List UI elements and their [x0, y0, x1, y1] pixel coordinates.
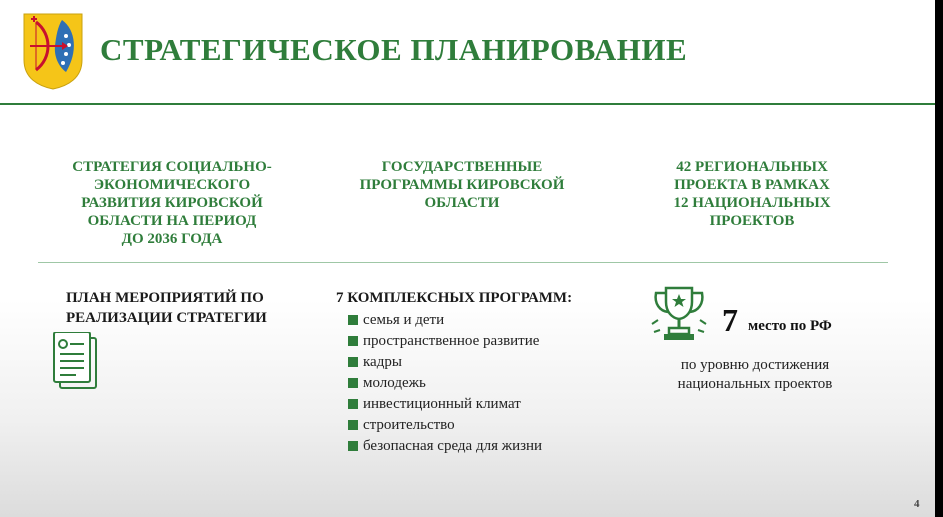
heading-line: 12 НАЦИОНАЛЬНЫХ — [673, 195, 831, 211]
list-item — [348, 394, 542, 415]
programs-list — [348, 310, 542, 457]
page-number: 4 — [914, 498, 920, 510]
heading-line: ДО 2036 ГОДА — [121, 231, 223, 247]
heading-line: СТРАТЕГИЯ СОЦИАЛЬНО- — [72, 159, 272, 175]
heading-line: ПРОГРАММЫ КИРОВСКОЙ — [359, 177, 565, 193]
section-divider — [38, 262, 888, 263]
list-item — [348, 415, 542, 436]
square-bullet-icon — [348, 357, 358, 367]
program-label: безопасная среда для жизни — [363, 438, 543, 454]
rank-desc-line: по уровню достижения — [680, 357, 830, 373]
program-label: семья и дети — [363, 312, 445, 328]
heading-line: ОБЛАСТИ — [424, 195, 500, 211]
subheading-line: РЕАЛИЗАЦИИ СТРАТЕГИИ — [66, 310, 267, 326]
column-2-heading — [336, 158, 588, 212]
heading-line: ОБЛАСТИ НА ПЕРИОД — [87, 213, 257, 229]
slide-header — [0, 0, 935, 104]
square-bullet-icon — [348, 441, 358, 451]
rank-description — [650, 356, 860, 394]
rank-label: место по РФ — [748, 318, 832, 334]
rank-number: 7 — [722, 302, 738, 338]
header-divider — [0, 103, 935, 105]
subheading-line: ПЛАН МЕРОПРИЯТИЙ ПО — [66, 290, 264, 306]
square-bullet-icon — [348, 336, 358, 346]
list-item — [348, 331, 542, 352]
heading-line: ПРОЕКТОВ — [709, 213, 795, 229]
program-label: строительство — [363, 417, 455, 433]
program-label: кадры — [363, 354, 402, 370]
list-item — [348, 373, 542, 394]
square-bullet-icon — [348, 399, 358, 409]
kirov-region-crest-icon — [22, 12, 84, 90]
heading-line: ЭКОНОМИЧЕСКОГО — [93, 177, 251, 193]
program-label: молодежь — [363, 375, 426, 391]
program-label: инвестиционный климат — [363, 396, 521, 412]
heading-line: ПРОЕКТА В РАМКАХ — [674, 177, 830, 193]
program-label: пространственное развитие — [363, 333, 540, 349]
square-bullet-icon — [348, 315, 358, 325]
heading-line: ГОСУДАРСТВЕННЫЕ — [381, 159, 543, 175]
trophy-icon — [648, 284, 710, 344]
page-title: СТРАТЕГИЧЕСКОЕ ПЛАНИРОВАНИЕ — [100, 32, 688, 67]
square-bullet-icon — [348, 378, 358, 388]
column-1-heading — [48, 158, 296, 248]
rank-desc-line: национальных проектов — [677, 376, 833, 392]
heading-line: 42 РЕГИОНАЛЬНЫХ — [676, 159, 828, 175]
heading-line: РАЗВИТИЯ КИРОВСКОЙ — [81, 195, 263, 211]
document-list-icon — [52, 332, 102, 394]
list-item — [348, 352, 542, 373]
column-3-heading — [630, 158, 874, 230]
list-item — [348, 436, 542, 457]
strategy-plan-heading — [66, 288, 267, 328]
list-item — [348, 310, 542, 331]
programs-heading: 7 КОМПЛЕКСНЫХ ПРОГРАММ: — [336, 290, 573, 306]
square-bullet-icon — [348, 420, 358, 430]
